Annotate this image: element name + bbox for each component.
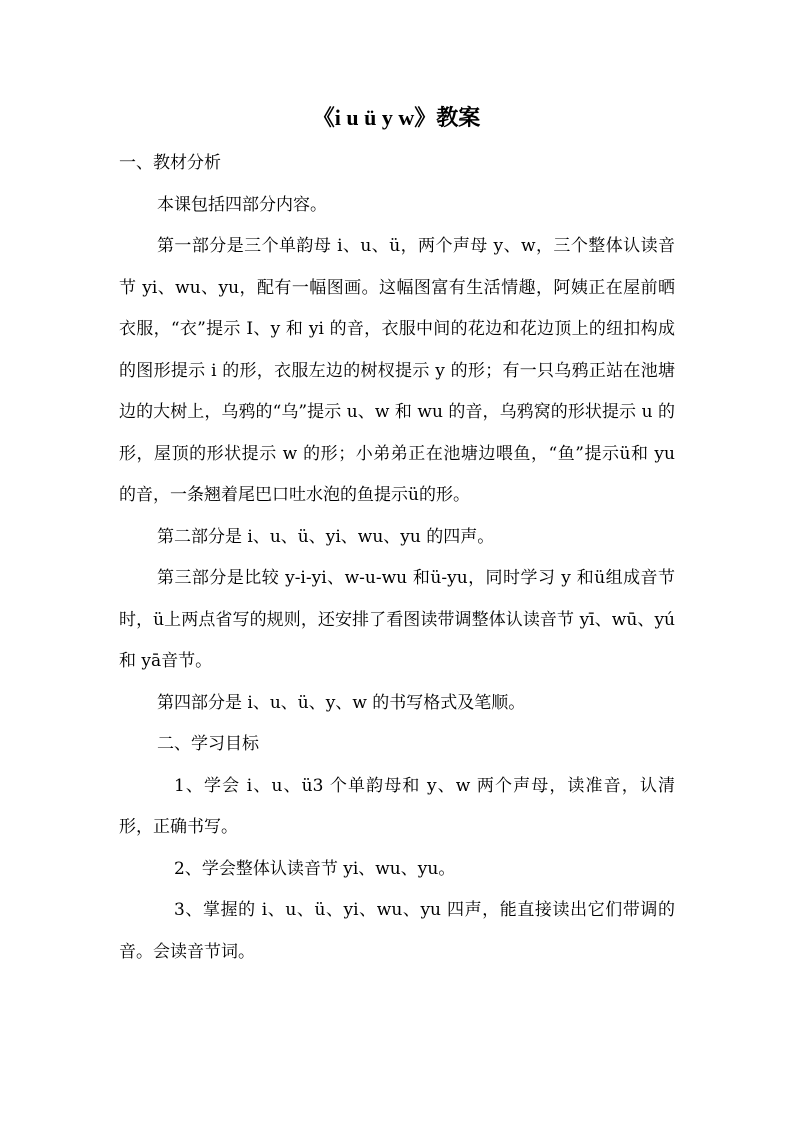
goal-item-1: 1、学会 i、u、ü3 个单韵母和 y、w 两个声母，读准音，认清形，正确书写。 (119, 775, 675, 837)
document-body (119, 143, 675, 973)
paragraph-intro: 本课包括四部分内容。 (157, 194, 327, 215)
section-heading-analysis: 一、教材分析 (119, 153, 221, 173)
paragraph-part-two: 第二部分是 i、u、ü、yi、wu、yu 的四声。 (157, 526, 495, 547)
document-title: 《i u ü y w》教案 (312, 105, 481, 130)
section-heading-goals: 二、学习目标 (157, 734, 259, 754)
goal-item-2: 2、学会整体认读音节 yi、wu、yu。 (174, 858, 456, 879)
paragraph-part-three: 第三部分是比较 y-i-yi、w-u-wu 和ü-yu，同时学习 y 和ü组成音节时，ü上两点省写的规则，还安排了看图读带调整体认读音节 yī、wū、yú和 yā音节。 (119, 568, 675, 671)
paragraph-part-one: 第一部分是三个单韵母 i、u、ü，两个声母 y、w，三个整体认读音节 yi、wu、yu，配有一幅图画。这幅图富有生活情趣，阿姨正在屋前晒衣服，“衣”提示 I、y 和 yi 的音，衣服中间的花边和花边顶上的纽扣构成的图形提示 i 的形，衣服左边的树杈提示 y 的形；有一只乌鸦正站在池塘边的大树上，乌鸦的“乌”提示 u、w 和 wu 的音，乌鸦窝的形状提示 u 的形，屋顶的形状提示 w 的形；小弟弟正在池塘边喂鱼，“鱼”提示ü和 yu 的音，一条翘着尾巴口吐水泡的鱼提示ü的形。 (119, 236, 675, 505)
paragraph-part-four: 第四部分是 i、u、ü、y、w 的书写格式及笔顺。 (157, 692, 526, 713)
goal-item-3: 3、掌握的 i、u、ü、yi、wu、yu 四声，能直接读出它们带调的音。会读音节词。 (119, 900, 675, 962)
